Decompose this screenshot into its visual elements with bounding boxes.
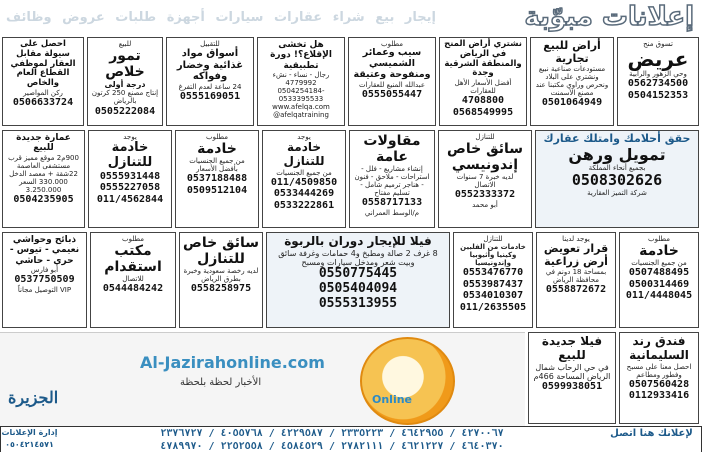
header	[0, 0, 702, 36]
admin-contact	[0, 427, 58, 452]
category-list	[6, 10, 436, 30]
ad-card[interactable]: ذبائح وحواشي نعيمي - تيوس - حري - حاشي أبو فارس 0537750509 VIP التوصيل مجاناً	[2, 232, 87, 328]
ad-card[interactable]: يوجد خادمة للتنازل من جميع الجنسيات 011/4509850 0533444269 0533222861	[262, 130, 346, 228]
ad-card[interactable]: أراض للبيع تجارية مستودعات صناعية نبيع ونشتري على البلاد ونحرص وراوي مكتبنا عند مصنع الأسمنت 0501064949	[530, 37, 614, 126]
ad-card[interactable]: للبيع تمور خلاص درجة أولى إنتاج مصنع 250 كرتون بالرياض 0505222084	[87, 37, 163, 126]
ad-card[interactable]: هل تخشى الإقلاع؟! دورة تطبيقية رجال - نساء - نشء 4779992 0504254184-0533395533 www.afelqa.com @afelqatraining	[257, 37, 345, 126]
online-label: Online	[372, 393, 413, 406]
admin-label: إدارة الإعلانات	[1, 428, 58, 437]
page-title: إعلانات مبوّبة	[524, 2, 694, 32]
ad-card[interactable]: سائق خاص للتنازل لديه رخصة سعودية وخبرة بطرق الرياض 0558258975	[179, 232, 263, 328]
brand-logo: الجزيرة	[8, 388, 59, 407]
ad-card[interactable]: فندق رند السليمانية احصل معنا على مسبح وفطور ومطاعم 0507560428 0112933416	[619, 332, 699, 424]
category-item[interactable]: بيع	[375, 10, 395, 25]
footer-cta: لإعلانك هنا اتصل	[602, 427, 702, 452]
banner-slogan: الأخبار لحظة بلحظة	[180, 377, 262, 388]
category-item[interactable]: إيجار	[404, 10, 436, 25]
ad-card[interactable]: فيلا جديدة للبيع في حي الرحاب شمال الرياض المساحة 466م 0599938051	[528, 332, 616, 424]
promo-banner[interactable]	[0, 332, 525, 426]
orange-image	[360, 337, 455, 425]
ad-card[interactable]: يوجد خادمة للتنازل 0555931448 0555227058 011/4562844	[88, 130, 172, 228]
ad-card[interactable]: احصل على سيولة مقابل العقار لموظفي القطاع العام والخاص ركن المواصير 0506633724	[2, 37, 84, 126]
footer	[0, 426, 702, 452]
category-item[interactable]: شراء	[332, 10, 365, 25]
category-item[interactable]: سيارات	[215, 10, 264, 25]
ad-card[interactable]: عمارة جديدة للبيع 900م2 موقع مميز قرب مستشفى العاصمة 22شقة + معصد الدخل 330.000 السعر 3.250.000 0504235905	[2, 130, 85, 228]
site-url[interactable]: Al-Jazirahonline.com	[140, 353, 325, 372]
ad-card[interactable]: مقاولات عامة إنشاء مشاريع - فلل - استراحات - ملاحق - فنون - هناجر ترميم شامل - تسليم مفتاح 0558717133 م/الوسط العمراني	[349, 130, 435, 228]
ad-card[interactable]: مطلوب سيب وعمائر الشميسي ومنفوحة وعتيقة عبدالله المنيع للعقارات 0555055447	[348, 37, 436, 126]
ad-card[interactable]: مطلوب مكتب استقدام للاتصال 0544484242	[90, 232, 176, 328]
ad-card[interactable]: للتقبيل أسواق مواد غذائية وخضار وفواكه 24 ساعة لعدم التفرغ 0555169051	[166, 37, 254, 126]
admin-phone: ٠٥٠٤٢١٤٥٧١	[5, 440, 54, 449]
ad-card[interactable]: مطلوب خادمة من جميع الجنسيات 0507488495 0500314469 011/4448045	[619, 232, 699, 328]
category-item[interactable]: طلبات	[115, 10, 157, 25]
category-item[interactable]: عقارات	[274, 10, 323, 25]
ad-card[interactable]: للتنازل خادمات من الفلبين وكينيا وأثيوبيا وإندونيسيا 0553476770 0553987437 0534010307 011/2635505	[453, 232, 533, 328]
ad-card[interactable]: يوجد لدينا قرار تعويض أرض زراعية بمساحة 18 دونم في محافظة الرياض 0558872672	[536, 232, 616, 328]
footer-phone-numbers	[62, 427, 602, 452]
footer-numbers-bottom: ٤٦٤٠٣٧٠ / ٤٦٢١٢٢٧ / ٢٧٨٢١١١ / ٤٥٨٤٥٢٩ / ٢٢٥٢٥٥٨ / ٤٧٨٩٩٧٠	[160, 441, 504, 452]
category-item[interactable]: عروض	[62, 10, 105, 25]
ad-card[interactable]: نشتري أراض المنح في الرياض والمنطقة الشرقية وجدة أفضل الأسعار الأهل للعقارات 4708800 0568549995	[439, 37, 527, 126]
ad-card[interactable]: مطلوب خادمة من جميع الجنسيات بأفضل الأسعار 0537188488 0509512104	[175, 130, 259, 228]
category-item[interactable]: وظائف	[6, 10, 52, 25]
category-item[interactable]: أجهزة	[166, 10, 205, 25]
ad-card[interactable]: فيلا للإيجار دوران بالربوة 8 غرف 2 صالة ومطبخ و4 حمامات وغرفة سائق وبيت شعر ومدخل سيارات ومسبح 0550775445 0505404094 0555313955	[266, 232, 450, 328]
ad-card[interactable]: تسوق منح عريض وحي الزهور والرابية 0562734500 0504152353	[617, 37, 699, 126]
ad-card[interactable]: للتنازل سائق خاص إندونيسي لديه خبرة 7 سنوات الاتصال 0552333372 أبو محمد	[438, 130, 532, 228]
footer-numbers-top: ٤٢٧٠٠٦٧ / ٤٦٤٢٩٥٥ / ٢٣٣٥٢٢٣ / ٤٢٢٩٥٨٧ / ٤٠٥٥٧٦٨ / ٢٣٧٦٧٢٧	[160, 428, 504, 439]
ad-card[interactable]: حقق أحلامك وامتلك عقارك تمويل ورهن بجميع أنحاء المملكة 0508302626 شركة التميز العقارية	[535, 130, 699, 228]
